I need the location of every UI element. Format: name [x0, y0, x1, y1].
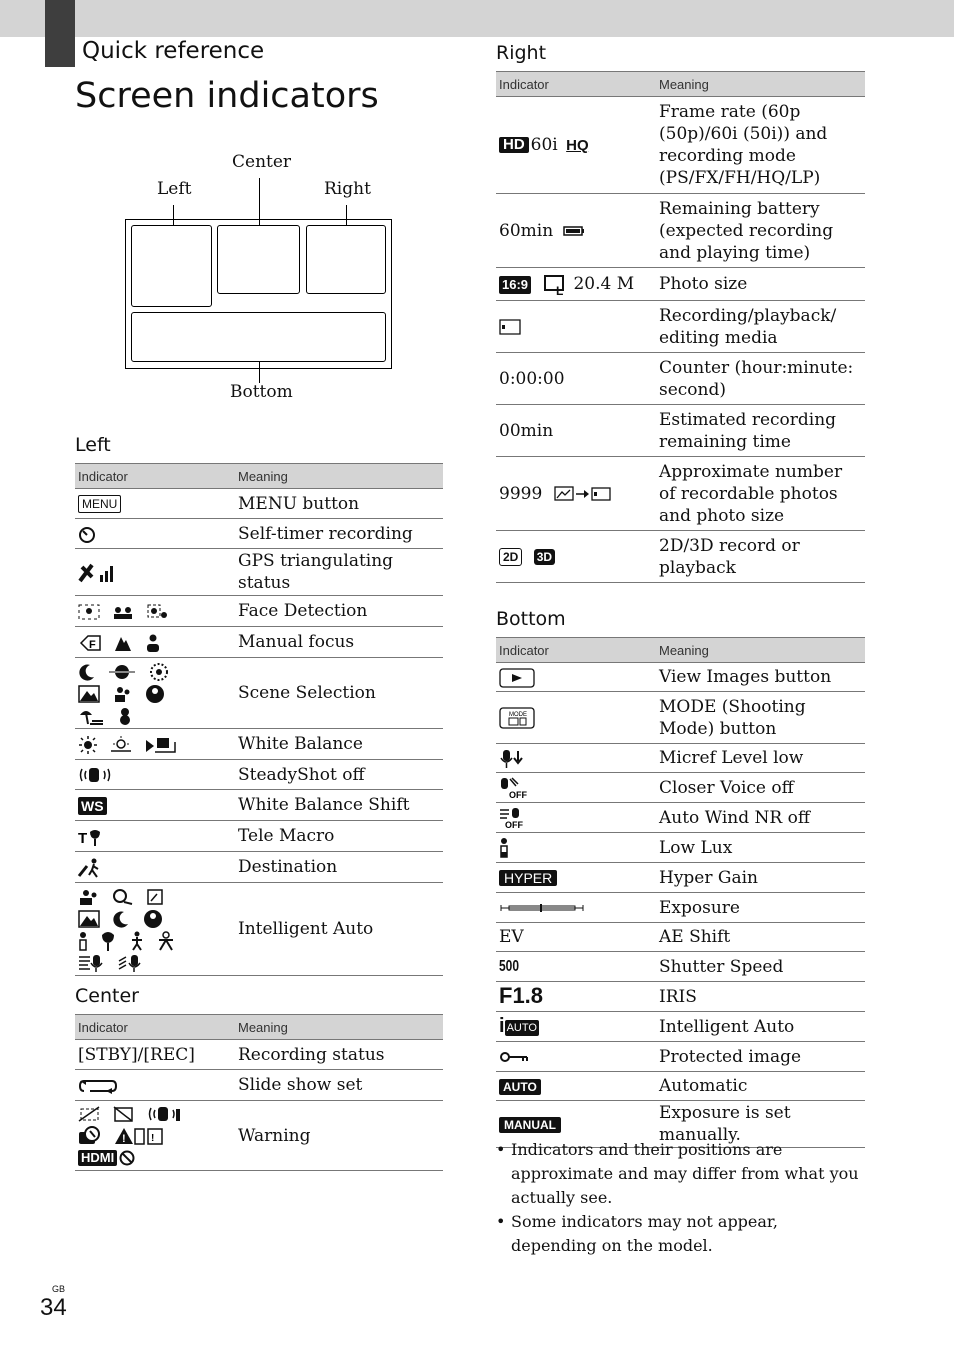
portrait-icon	[78, 888, 100, 906]
meaning-cell: MENU button	[235, 489, 443, 519]
meaning-cell: Slide show set	[235, 1070, 443, 1101]
table-row	[496, 663, 865, 692]
diagram-bottom-area	[131, 312, 386, 362]
table-row	[496, 194, 865, 268]
manual-icon: MANUAL	[499, 1117, 561, 1133]
walking-icon	[129, 931, 145, 951]
night-icon	[112, 910, 130, 928]
table-row	[75, 852, 443, 883]
steadyshot-off-icon	[78, 765, 112, 785]
person-icon	[145, 634, 161, 652]
svg-text:OFF: OFF	[509, 789, 527, 800]
table-row	[496, 1072, 865, 1101]
table-row	[75, 658, 443, 729]
battery-icon	[563, 225, 585, 237]
meaning-cell: IRIS	[656, 982, 865, 1012]
diagram-center-area	[217, 225, 300, 294]
table-row	[496, 863, 865, 893]
svg-text:MODE: MODE	[509, 711, 527, 718]
meaning-cell: Warning	[235, 1101, 443, 1171]
aspect-icon: 16:9	[499, 276, 531, 294]
macro-icon	[100, 931, 116, 951]
battery-time-text: 60min	[499, 220, 554, 241]
table-row	[75, 1070, 443, 1101]
diagram-label-left: Left	[157, 179, 192, 199]
meaning-cell: Intelligent Auto	[235, 883, 443, 976]
play-icon	[499, 668, 535, 688]
fireworks-icon	[149, 662, 169, 682]
meaning-cell: MODE (Shooting Mode) button	[656, 692, 865, 744]
diagram-label-center: Center	[232, 152, 292, 172]
svg-text:!: !	[151, 1133, 155, 1144]
indicator-column-header: Indicator	[75, 464, 235, 489]
sunset-icon	[108, 663, 136, 681]
manual-focus-icon	[78, 634, 102, 652]
photo-to-card-icon	[554, 486, 612, 502]
svg-text:F: F	[89, 638, 96, 651]
counter-text: 0:00:00	[496, 353, 656, 405]
warning-icon	[114, 1126, 164, 1146]
list-item: • Indicators and their positions are approximate and may differ from what you actually see.	[496, 1138, 866, 1210]
indicator-column-header: Indicator	[496, 72, 656, 97]
hdmi-icon: HDMI	[78, 1150, 117, 1166]
3d-icon: 3D	[534, 549, 555, 565]
iris-text: F1.8	[499, 982, 544, 1008]
portrait-icon	[112, 685, 132, 703]
meaning-cell: Photo size	[656, 268, 865, 301]
svg-text:OFF: OFF	[505, 819, 523, 830]
svg-text:T: T	[78, 829, 88, 847]
auto-icon: AUTO	[499, 1079, 541, 1095]
top-bar	[0, 0, 954, 37]
face-detection-off-icon	[78, 604, 100, 620]
menu-button-icon: MENU	[78, 495, 121, 513]
table-row	[75, 1101, 443, 1171]
self-timer-icon	[78, 525, 96, 543]
section-tab	[45, 0, 75, 67]
center-indicator-table	[75, 1014, 443, 1171]
indicator-column-header: Indicator	[496, 638, 656, 663]
page-number: 34	[40, 1294, 67, 1321]
meaning-cell: White Balance	[235, 729, 443, 760]
notes-list	[496, 1138, 866, 1258]
meaning-cell: Remaining battery (expected recording and playing time)	[656, 194, 865, 268]
table-row	[496, 1012, 865, 1042]
diagram-screen-frame	[125, 219, 392, 369]
exposure-icon	[499, 901, 585, 915]
diagram-label-bottom: Bottom	[230, 382, 293, 402]
meaning-cell: Recording status	[235, 1040, 443, 1070]
slide-show-icon	[78, 1077, 118, 1095]
face-priority-icon	[147, 604, 169, 620]
meaning-cell: White Balance Shift	[235, 790, 443, 821]
table-row	[496, 692, 865, 744]
recording-mode-text: HQ	[566, 136, 589, 154]
meaning-cell: 2D/3D record or playback	[656, 531, 865, 583]
table-row	[496, 744, 865, 773]
diagram-label-right: Right	[324, 179, 371, 199]
frame-rate-text: 60i	[530, 134, 558, 155]
table-row	[496, 803, 865, 833]
intelligent-auto-icon: i	[499, 1015, 505, 1037]
shake-warning-icon	[147, 1104, 181, 1124]
baby-icon	[112, 888, 134, 906]
remaining-time-text: 00min	[496, 405, 656, 457]
meaning-cell: SteadyShot off	[235, 760, 443, 790]
region-code: GB	[52, 1284, 66, 1294]
meaning-column-header: Meaning	[235, 1015, 443, 1040]
mountain-icon	[114, 634, 132, 652]
wb-shift-icon: WS	[78, 797, 107, 815]
table-row	[75, 549, 443, 596]
meaning-cell: Closer Voice off	[656, 773, 865, 803]
list-item: • Some indicators may not appear, depending on the model.	[496, 1210, 866, 1258]
snow-icon	[116, 707, 134, 725]
landscape-icon	[78, 910, 100, 928]
meaning-cell: Recording/playback/ editing media	[656, 301, 865, 353]
table-row	[75, 760, 443, 790]
diagram-left-area	[131, 225, 212, 307]
mic-icon	[118, 953, 146, 973]
photo-size-text: 20.4 M	[573, 274, 635, 294]
table-row	[496, 353, 865, 405]
gps-icon	[78, 561, 118, 583]
closer-voice-off-icon	[499, 777, 527, 800]
meaning-cell: Frame rate (60p (50p)/60i (50i)) and recording mode (PS/FX/FH/HQ/LP)	[656, 97, 865, 194]
center-heading: Center	[75, 985, 139, 1007]
table-row	[75, 627, 443, 658]
diagram-right-area	[306, 225, 386, 294]
meaning-cell: Approximate number of recordable photos and photo size	[656, 457, 865, 531]
table-row	[75, 519, 443, 549]
low-lux-icon	[499, 837, 509, 859]
wind-nr-off-icon	[499, 807, 529, 829]
diagram-pointer-bottom	[259, 362, 260, 383]
meaning-cell: Hyper Gain	[656, 863, 865, 893]
table-row	[75, 883, 443, 976]
table-row	[496, 268, 865, 301]
table-row	[496, 405, 865, 457]
meaning-cell: Counter (hour:minute: second)	[656, 353, 865, 405]
destination-icon	[78, 858, 102, 878]
right-heading: Right	[496, 42, 547, 64]
meaning-cell: Low Lux	[656, 833, 865, 863]
table-row	[496, 952, 865, 982]
key-icon	[499, 1050, 529, 1064]
table-row	[496, 531, 865, 583]
tele-macro-icon	[78, 828, 102, 846]
indicator-column-header: Indicator	[75, 1015, 235, 1040]
no-media-icon	[78, 1105, 100, 1123]
svg-text:L: L	[556, 283, 564, 298]
left-heading: Left	[75, 434, 111, 456]
table-row	[496, 773, 865, 803]
2d-icon: 2D	[499, 548, 522, 566]
mic-low-icon	[499, 749, 523, 769]
meaning-cell: Micref Level low	[656, 744, 865, 773]
meaning-cell: Estimated recording remaining time	[656, 405, 865, 457]
intelligent-auto-badge: AUTO	[506, 1021, 537, 1034]
night-icon	[78, 663, 96, 681]
spotlight-icon	[143, 909, 163, 929]
flash-icon	[78, 1126, 102, 1146]
outdoor-icon	[78, 735, 98, 755]
meaning-cell: Self-timer recording	[235, 519, 443, 549]
face-detection-icon	[112, 604, 134, 620]
table-row	[496, 97, 865, 194]
meaning-cell: Intelligent Auto	[656, 1012, 865, 1042]
indoor-icon	[110, 735, 132, 755]
hd-icon: HD	[499, 137, 529, 153]
table-row	[75, 1040, 443, 1070]
ev-text: EV	[496, 923, 656, 952]
mode-icon	[499, 707, 535, 729]
low-light-icon	[78, 931, 88, 951]
media-error-icon	[112, 1105, 134, 1123]
table-row	[75, 596, 443, 627]
prohibited-icon	[119, 1150, 135, 1166]
meaning-cell: Protected image	[656, 1042, 865, 1072]
diagram-pointer-center	[259, 178, 260, 225]
table-row	[75, 821, 443, 852]
page-title: Screen indicators	[75, 76, 379, 116]
meaning-column-header: Meaning	[656, 72, 865, 97]
meaning-cell: Face Detection	[235, 596, 443, 627]
meaning-column-header: Meaning	[235, 464, 443, 489]
left-indicator-table	[75, 463, 443, 976]
section-title: Quick reference	[82, 38, 265, 64]
table-row	[496, 833, 865, 863]
macro-icon	[147, 889, 163, 905]
meaning-cell: Scene Selection	[235, 658, 443, 729]
meaning-cell: Shutter Speed	[656, 952, 865, 982]
table-row	[496, 923, 865, 952]
meaning-cell: Exposure	[656, 893, 865, 923]
one-push-icon	[145, 736, 177, 754]
meaning-cell: Tele Macro	[235, 821, 443, 852]
meaning-cell: AE Shift	[656, 923, 865, 952]
recording-status-text: [STBY]/[REC]	[75, 1040, 235, 1070]
svg-text:!: !	[122, 1133, 127, 1145]
meaning-column-header: Meaning	[656, 638, 865, 663]
meaning-cell: Exposure is set manually.	[656, 1101, 865, 1148]
table-row	[496, 457, 865, 531]
table-row	[75, 790, 443, 821]
meaning-cell: GPS triangulating status	[235, 549, 443, 596]
right-indicator-table	[496, 71, 865, 583]
photo-size-icon	[544, 275, 566, 298]
wind-icon	[78, 953, 106, 973]
meaning-cell: Destination	[235, 852, 443, 883]
bottom-indicator-table	[496, 637, 865, 1148]
table-row	[496, 301, 865, 353]
tripod-icon	[157, 931, 175, 951]
table-row	[75, 489, 443, 519]
meaning-cell: Auto Wind NR off	[656, 803, 865, 833]
hyper-icon: HYPER	[499, 870, 557, 886]
table-row	[75, 729, 443, 760]
bottom-heading: Bottom	[496, 608, 566, 630]
landscape-icon	[78, 685, 100, 703]
photo-count-text: 9999	[499, 483, 543, 504]
meaning-cell: View Images button	[656, 663, 865, 692]
shutter-speed-text: 500	[499, 958, 520, 975]
table-row	[496, 893, 865, 923]
meaning-cell: Automatic	[656, 1072, 865, 1101]
spotlight-icon	[145, 684, 165, 704]
meaning-cell: Manual focus	[235, 627, 443, 658]
memory-card-icon	[499, 319, 521, 335]
beach-icon	[78, 707, 104, 725]
table-row	[496, 982, 865, 1012]
table-row	[496, 1042, 865, 1072]
